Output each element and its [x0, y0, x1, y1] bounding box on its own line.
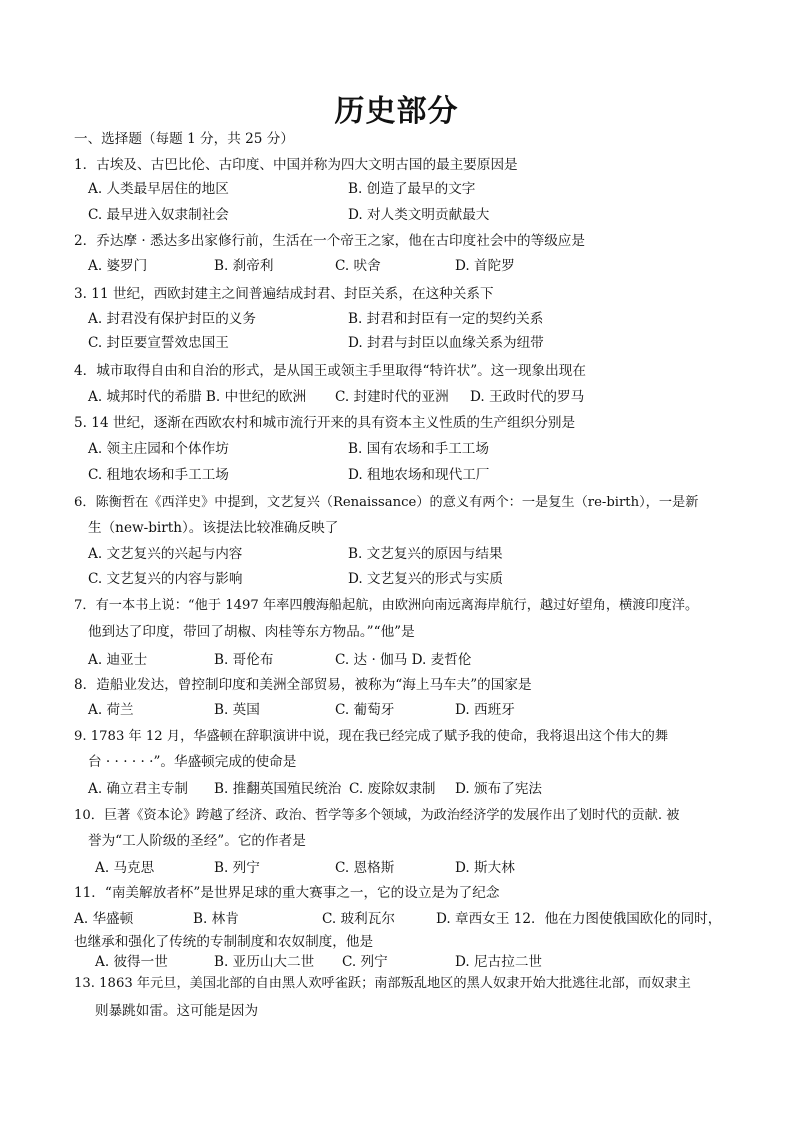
question-1-stem: 1．古埃及、古巴比伦、古印度、中国并称为四大文明古国的最主要原因是 — [74, 157, 518, 173]
page-title: 历史部分 — [334, 94, 459, 129]
question-2-option-b: B. 刹帝利 — [214, 258, 274, 274]
question-13-stem-line-2: 则暴跳如雷。这可能是因为 — [95, 1003, 259, 1019]
question-11-stem: 11．“南美解放者杯”是世界足球的重大赛事之一，它的设立是为了纪念 — [74, 885, 500, 901]
question-7-option-b: B. 哥伦布 — [214, 652, 274, 668]
question-4-stem: 4．城市取得自由和自治的形式，是从国王或领主手里取得“特许状”。这一现象出现在 — [74, 363, 586, 379]
question-5-option-c: C. 租地农场和手工工场 — [88, 467, 229, 483]
question-13-stem-line-1: 13. 1863 年元旦，美国北部的自由黑人欢呼雀跃；南部叛乱地区的黑人奴隶开始大批逃往北部，而奴隶主 — [74, 976, 691, 991]
question-8-stem: 8．造船业发达，曾控制印度和美洲全部贸易，被称为“海上马车夫”的国家是 — [74, 677, 532, 693]
question-12-stem-line-2: 也继承和强化了传统的专制制度和农奴制度，他是 — [74, 934, 374, 950]
question-4-option-ab: A. 城邦时代的希腊 B. 中世纪的欧洲 — [88, 389, 307, 405]
question-1-option-b: B. 创造了最早的文字 — [348, 181, 476, 197]
question-5-option-b: B. 国有农场和手工工场 — [348, 441, 489, 457]
question-6-option-d: D. 文艺复兴的形式与实质 — [348, 571, 503, 587]
question-6-stem-line-1: 6．陈衡哲在《西洋史》中提到，文艺复兴（Renaissance）的意义有两个：一是复生（re-birth），一是新 — [74, 495, 699, 510]
question-8-option-c: C. 葡萄牙 — [335, 702, 395, 718]
question-10-stem-line-2: 誉为“工人阶级的圣经”。它的作者是 — [88, 833, 306, 849]
question-9-option-a: A. 确立君主专制 — [88, 781, 189, 797]
question-6-option-b: B. 文艺复兴的原因与结果 — [348, 546, 503, 562]
question-7-stem-line-2: 他到达了印度，带回了胡椒、肉桂等东方物品。”“他”是 — [88, 624, 415, 640]
question-9-option-b: B. 推翻英国殖民统治 — [214, 781, 342, 797]
question-11-option-d-and-question-12-stem: D. 章西女王 12．他在力图使俄国欧化的同时， — [436, 911, 722, 927]
question-6-option-c: C. 文艺复兴的内容与影响 — [88, 571, 243, 587]
question-7-option-a: A. 迪亚士 — [88, 652, 148, 668]
question-1-option-c: C. 最早进入奴隶制社会 — [88, 207, 229, 223]
question-10-option-d: D. 斯大林 — [455, 860, 515, 876]
question-1-option-a: A. 人类最早居住的地区 — [88, 181, 229, 197]
question-10-option-a: A. 马克思 — [95, 860, 155, 876]
question-3-option-c: C. 封臣要宣誓效忠国王 — [88, 335, 229, 351]
question-11-option-c: C. 玻利瓦尔 — [322, 911, 395, 927]
question-5-option-d: D. 租地农场和现代工厂 — [348, 467, 490, 483]
question-6-stem-line-2: 生（new-birth）。该提法比较准确反映了 — [88, 520, 339, 536]
question-3-option-b: B. 封君和封臣有一定的契约关系 — [348, 311, 544, 327]
question-9-stem-line-1: 9. 1783 年 12 月，华盛顿在辞职演讲中说，现在我已经完成了赋予我的使命，我将退出这个伟大的舞 — [74, 729, 669, 744]
question-12-option-c: C. 列宁 — [342, 954, 388, 970]
question-2-option-a: A. 婆罗门 — [88, 258, 148, 274]
question-7-stem-line-1: 7．有一本书上说：“他于 1497 年率四艘海船起航，由欧洲向南远离海岸航行，越过好望角，横渡印度洋。 — [74, 598, 699, 613]
question-9-option-d: D. 颁布了宪法 — [455, 781, 543, 797]
question-9-stem-line-2: 台 · · · · · ·”。华盛顿完成的使命是 — [88, 754, 297, 770]
question-8-option-b: B. 英国 — [214, 702, 260, 718]
question-5-option-a: A. 领主庄园和个体作坊 — [88, 441, 229, 457]
question-10-stem-line-1: 10．巨著《资本论》跨越了经济、政治、哲学等多个领域，为政治经济学的发展作出了划时代的贡献. 被 — [74, 808, 680, 823]
question-7-option-cd: C. 达 · 伽马 D. 麦哲伦 — [335, 652, 472, 668]
question-3-option-a: A. 封君没有保护封臣的义务 — [88, 311, 256, 327]
question-3-option-d: D. 封君与封臣以血缘关系为纽带 — [348, 335, 544, 351]
question-9-option-c: C. 废除奴隶制 — [349, 781, 436, 797]
question-4-option-c: C. 封建时代的亚洲 — [335, 389, 449, 405]
question-2-option-d: D. 首陀罗 — [455, 258, 515, 274]
question-11-option-a: A. 华盛顿 — [74, 911, 134, 927]
question-10-option-b: B. 列宁 — [214, 860, 260, 876]
question-12-option-a: A. 彼得一世 — [95, 954, 168, 970]
question-12-option-b: B. 亚历山大二世 — [214, 954, 315, 970]
question-1-option-d: D. 对人类文明贡献最大 — [348, 207, 490, 223]
question-5-stem: 5. 14 世纪，逐渐在西欧农村和城市流行开来的具有资本主义性质的生产组织分别是 — [74, 415, 576, 431]
question-8-option-a: A. 荷兰 — [88, 702, 134, 718]
question-12-option-d: D. 尼古拉二世 — [455, 954, 543, 970]
question-4-option-d: D. 王政时代的罗马 — [470, 389, 585, 405]
question-10-option-c: C. 恩格斯 — [335, 860, 395, 876]
question-11-option-b: B. 林肯 — [193, 911, 239, 927]
question-2-option-c: C. 吠舍 — [335, 258, 381, 274]
section-heading: 一、选择题（每题 1 分，共 25 分） — [74, 131, 294, 147]
question-2-stem: 2．乔达摩 · 悉达多出家修行前，生活在一个帝王之家，他在古印度社会中的等级应是 — [74, 233, 585, 249]
question-3-stem: 3. 11 世纪，西欧封建主之间普遍结成封君、封臣关系，在这种关系下 — [74, 286, 494, 302]
question-6-option-a: A. 文艺复兴的兴起与内容 — [88, 546, 243, 562]
question-8-option-d: D. 西班牙 — [455, 702, 515, 718]
